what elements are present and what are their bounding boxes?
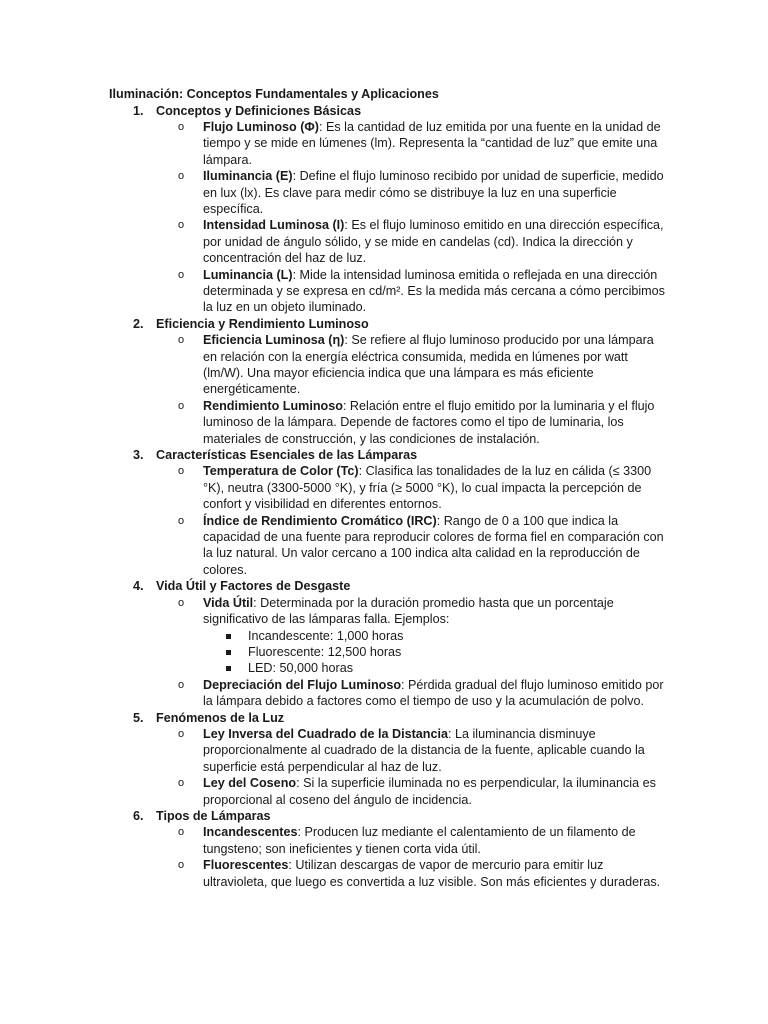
section-heading-text: Características Esenciales de las Lámparas [156,448,418,463]
item-description: : Rango de 0 a 100 que indica la capacidad de una fuente para reproducir colores de forma fiel en comparación con la luz natural. Un valor cercano a 100 indica alta calidad en la reproducción de colores. [203,513,664,577]
item-term: Vida Útil [203,595,254,610]
section-heading [0,103,768,119]
circle-bullet-icon: o [178,596,185,609]
item-description: : Clasifica las tonalidades de la luz en cálida (≤ 3300 °K), neutra (3300-5000 °K), y fría (≥ 5000 °K), lo cual impacta la percepción de confort y visibilidad en diferentes entornos. [203,464,652,512]
section-number: 2. [133,316,144,331]
example-text: Fluorescente: 12,500 horas [248,644,402,659]
list-item [0,857,665,890]
item-term: Flujo Luminoso (Φ) [203,119,319,134]
example-text: LED: 50,000 horas [248,661,354,676]
item-term: Ley Inversa del Cuadrado de la Distancia [203,726,448,741]
item-term: Incandescentes [203,825,298,840]
square-bullet-icon [226,650,231,655]
circle-bullet-icon: o [178,727,185,740]
item-description: : Utilizan descargas de vapor de mercurio para emitir luz ultravioleta, que luego es convertida a luz visible. Son más eficientes y duraderas. [203,858,661,889]
section-heading [0,808,768,824]
section-heading [0,447,768,463]
section [0,103,768,316]
list-item [0,726,665,775]
item-description: : Determinada por la duración promedio hasta que un porcentaje significativo de las lámparas falla. Ejemplos: [203,595,614,627]
list-item [0,463,665,512]
circle-bullet-icon: o [178,219,185,232]
circle-bullet-icon: o [178,777,185,790]
item-description: : Se refiere al flujo luminoso producido por una lámpara en relación con la energía eléctrica consumida, medida en lúmenes por watt (lm/W). Una mayor eficiencia indica que una lámpara es más eficiente energéticamente. [203,333,654,397]
item-list [0,824,768,890]
item-description: : Es el flujo luminoso emitido en una dirección específica, por unidad de ángulo sólido, y se mide en candelas (cd). Indica la dirección y concentración del haz de luz. [203,218,664,266]
section-heading [0,578,768,594]
list-item [0,775,665,808]
section-number: 1. [133,103,144,118]
item-list [0,119,768,316]
square-bullet-icon [226,666,231,671]
item-term: Iluminancia (E) [203,169,293,184]
section [0,808,768,890]
example-item [0,628,768,644]
item-term: Eficiencia Luminosa (η) [203,333,345,348]
circle-bullet-icon: o [178,268,185,281]
item-term: Índice de Rendimiento Cromático (IRC) [203,513,437,528]
item-list [0,595,768,710]
section-heading [0,710,768,726]
section-heading-text: Eficiencia y Rendimiento Luminoso [156,316,369,331]
list-item [0,217,665,266]
list-item [0,168,665,217]
item-description: : Relación entre el flujo emitido por la luminaria y el flujo luminoso de la lámpara. Depende de factores como el tipo de luminaria, los materiales de construcción, y las condiciones de instalación. [203,398,655,446]
section [0,710,768,808]
list-item [0,595,665,677]
item-description: : La iluminancia disminuye proporcionalmente al cuadrado de la distancia de la fuente, aplicable cuando la superficie está perpendicular al haz de luz. [203,726,645,774]
section-number: 3. [133,448,144,463]
section [0,578,768,709]
section-heading-text: Vida Útil y Factores de Desgaste [156,579,351,594]
item-term: Fluorescentes [203,858,289,873]
circle-bullet-icon: o [178,826,185,839]
circle-bullet-icon: o [178,170,185,183]
list-item [0,398,665,447]
item-term: Luminancia (L) [203,267,293,282]
item-list [0,332,768,447]
circle-bullet-icon: o [178,399,185,412]
section-heading [0,316,768,332]
list-item [0,677,665,710]
circle-bullet-icon: o [178,859,185,872]
section-number: 4. [133,579,144,594]
section-number: 5. [133,710,144,725]
circle-bullet-icon: o [178,120,185,133]
item-description: : Producen luz mediante el calentamiento de un filamento de tungsteno; son ineficientes y tienen corta vida útil. [203,825,636,856]
item-term: Temperatura de Color (Tc) [203,464,359,479]
section-number: 6. [133,808,144,823]
item-term: Ley del Coseno [203,776,297,791]
section-heading-text: Fenómenos de la Luz [156,710,285,725]
item-term: Rendimiento Luminoso [203,398,343,413]
item-description: : Si la superficie iluminada no es perpendicular, la iluminancia es proporcional al coseno del ángulo de incidencia. [203,776,656,807]
example-list [0,628,768,677]
section-heading-text: Tipos de Lámparas [156,808,271,823]
square-bullet-icon [226,634,231,639]
example-item [0,660,768,676]
item-term: Depreciación del Flujo Luminoso [203,677,402,692]
item-term: Intensidad Luminosa (I) [203,218,345,233]
document-title: Iluminación: Conceptos Fundamentales y Aplicaciones [109,87,439,101]
section-heading-text: Conceptos y Definiciones Básicas [156,103,362,118]
list-item [0,824,665,857]
list-item [0,267,665,316]
item-list [0,726,768,808]
section-list [0,103,768,891]
item-list [0,463,768,578]
circle-bullet-icon: o [178,334,185,347]
section [0,447,768,578]
circle-bullet-icon: o [178,514,185,527]
item-description: : Mide la intensidad luminosa emitida o reflejada en una dirección determinada y se expresa en cd/m². Es la medida más cercana a cómo percibimos la luz en un objeto iluminado. [203,267,665,315]
section [0,316,768,447]
list-item [0,119,665,168]
item-description: : Es la cantidad de luz emitida por una fuente en la unidad de tiempo y se mide en lúmenes (lm). Representa la “cantidad de luz” que emite una lámpara. [203,119,661,167]
list-item [0,513,665,579]
example-text: Incandescente: 1,000 horas [248,628,404,643]
circle-bullet-icon: o [178,465,185,478]
circle-bullet-icon: o [178,678,185,691]
item-description: : Pérdida gradual del flujo luminoso emitido por la lámpara debido a factores como el tiempo de uso y la acumulación de polvo. [203,677,664,709]
example-item [0,644,768,660]
item-description: : Define el flujo luminoso recibido por unidad de superficie, medido en lux (lx). Es clave para medir cómo se distribuye la luz en una superficie específica. [203,169,664,216]
list-item [0,332,665,398]
